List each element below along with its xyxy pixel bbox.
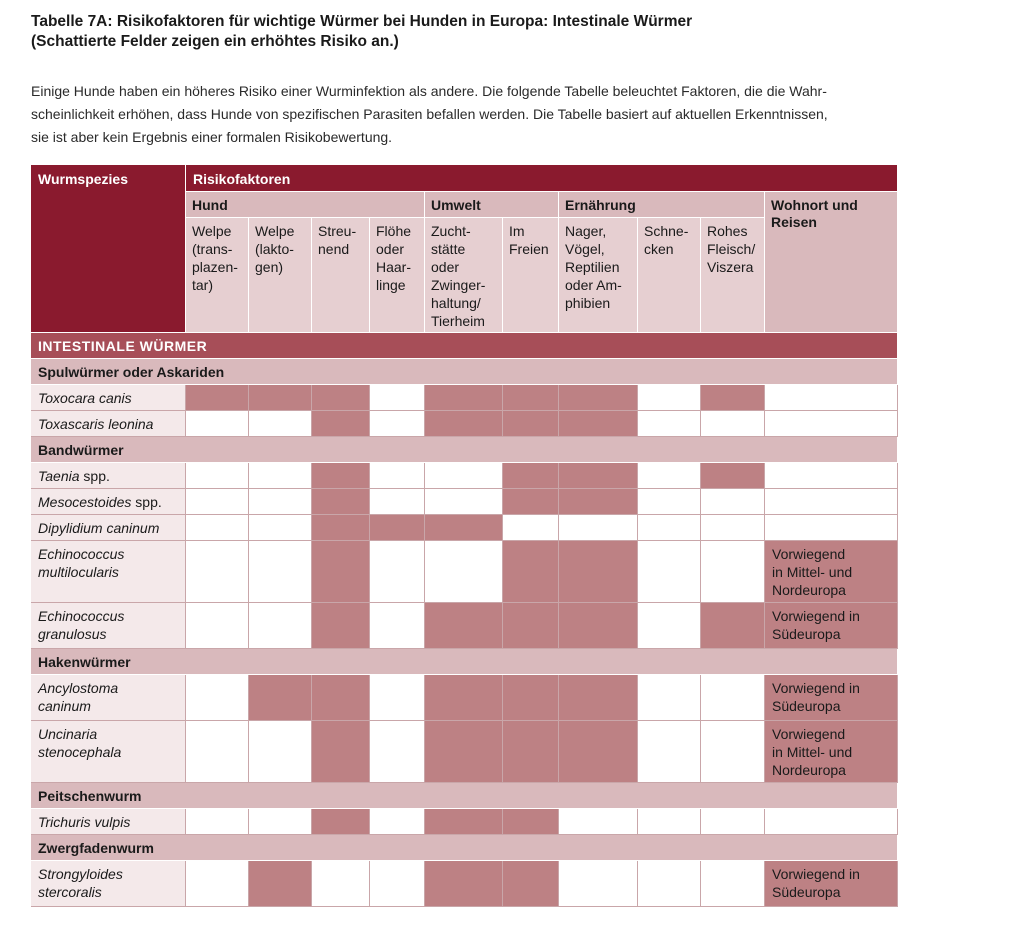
risk-cell-shaded: [701, 603, 765, 649]
species-name-line: [38, 625, 178, 643]
risk-cell-empty: [425, 463, 503, 489]
risk-cell-empty: [186, 489, 249, 515]
title-line-1: Tabelle 7A: Risikofaktoren für wichtige Würmer bei Hunden in Europa: Intestinale Würmer: [31, 13, 693, 30]
risk-cell-empty: [425, 489, 503, 515]
wohnort-line: Vorwiegend in: [772, 608, 860, 624]
risk-cell-empty: [503, 515, 559, 541]
risk-cell-empty: [559, 515, 638, 541]
risk-cell-empty: [186, 515, 249, 541]
risk-cell-shaded: [425, 385, 503, 411]
risk-cell-shaded: [503, 463, 559, 489]
header-column: [370, 218, 425, 333]
species-name: [31, 489, 186, 515]
risk-cell-shaded: [559, 541, 638, 603]
risk-cell-empty: [638, 541, 701, 603]
header-column-line: cken: [644, 241, 674, 257]
species-name-text: Toxascaris leonina: [38, 416, 154, 432]
header-column-line: Streu-: [318, 223, 357, 239]
risk-cell-shaded: [425, 515, 503, 541]
species-name: [31, 861, 186, 907]
wohnort-line: in Mittel- und: [772, 564, 853, 580]
risk-cell-empty: [559, 861, 638, 907]
risk-cell-shaded: [559, 675, 638, 721]
species-name-line: [38, 545, 178, 563]
risk-cell-empty: [186, 861, 249, 907]
risk-cell-empty: [370, 489, 425, 515]
header-column-line: Freien: [509, 241, 549, 257]
risk-cell-empty: [701, 861, 765, 907]
risk-cell-empty: [370, 861, 425, 907]
header-column-line: oder: [376, 241, 405, 257]
risk-cell-empty: [370, 675, 425, 721]
header-column: [638, 218, 701, 333]
risk-cell-empty: [249, 411, 312, 437]
header-column-line: Haar-: [376, 259, 412, 275]
header-column-line: Reptilien: [565, 259, 620, 275]
risk-cell-empty: [638, 463, 701, 489]
header-column: [312, 218, 370, 333]
header-column: [701, 218, 765, 333]
risk-cell-empty: [638, 721, 701, 783]
intro-paragraph: [31, 80, 911, 149]
header-wohnort-line: Reisen: [771, 214, 817, 230]
species-name-text: Dipylidium caninum: [38, 520, 160, 536]
species-name-line: [38, 389, 178, 407]
risk-cell-shaded: [425, 861, 503, 907]
header-column-line: gen): [255, 259, 284, 275]
header-column-line: Welpe: [192, 223, 232, 239]
table-title: [31, 12, 1011, 52]
risk-cell-empty: [701, 809, 765, 835]
header-column: [559, 218, 638, 333]
species-name-text: Echinococcus: [38, 608, 125, 624]
risk-cell-empty: [701, 489, 765, 515]
intro-line: Einige Hunde haben ein höheres Risiko einer Wurminfektion als andere. Die folgende Tabelle beleuchtet Faktoren, die die Wahr-: [31, 83, 827, 99]
risk-cell-shaded: [425, 721, 503, 783]
species-name-line: [38, 493, 178, 511]
risk-cell-empty: [186, 541, 249, 603]
risk-cell-empty: [638, 675, 701, 721]
risk-cell-shaded: [425, 603, 503, 649]
header-column-line: (trans-: [192, 241, 233, 257]
intro-line: sie ist aber kein Ergebnis einer formalen Risikobewertung.: [31, 129, 393, 145]
species-name-line: [38, 883, 178, 901]
risk-cell-shaded: [312, 721, 370, 783]
wohnort-line: Südeuropa: [772, 884, 841, 900]
risk-cell-empty: [370, 603, 425, 649]
risk-cell-shaded: [701, 385, 765, 411]
risk-cell-empty: [186, 463, 249, 489]
header-group-umwelt: Umwelt: [425, 192, 559, 218]
header-column-line: (lakto-: [255, 241, 294, 257]
species-name-text: Mesocestoides: [38, 494, 132, 510]
section-intestinale-wuermer: INTESTINALE WÜRMER: [31, 333, 898, 359]
risk-cell-shaded: [312, 675, 370, 721]
wohnort-line: Südeuropa: [772, 698, 841, 714]
wohnort-cell: [765, 541, 898, 603]
species-name-text: multilocularis: [38, 564, 119, 580]
risk-cell-shaded: [559, 385, 638, 411]
risk-cell-shaded: [249, 861, 312, 907]
risk-cell-empty: [701, 721, 765, 783]
risk-cell-shaded: [503, 489, 559, 515]
risk-factor-table: [31, 165, 898, 903]
header-column-line: Zwinger-: [431, 277, 486, 293]
species-name: [31, 721, 186, 783]
species-name-text: Toxocara canis: [38, 390, 132, 406]
risk-cell-shaded: [312, 411, 370, 437]
wohnort-cell: [765, 861, 898, 907]
risk-cell-shaded: [312, 515, 370, 541]
risk-cell-empty: [249, 515, 312, 541]
species-name-line: [38, 519, 178, 537]
species-name-line: [38, 679, 178, 697]
risk-cell-shaded: [701, 463, 765, 489]
group-header-row: Hakenwürmer: [31, 649, 898, 675]
risk-cell-shaded: [503, 541, 559, 603]
risk-cell-empty: [370, 411, 425, 437]
risk-cell-empty: [370, 463, 425, 489]
risk-cell-shaded: [425, 675, 503, 721]
species-name: [31, 541, 186, 603]
header-column-line: Flöhe: [376, 223, 412, 239]
wohnort-cell: [765, 411, 898, 437]
header-column-line: haltung/: [431, 295, 481, 311]
risk-cell-shaded: [503, 675, 559, 721]
header-column-line: Tierheim: [431, 313, 485, 329]
risk-cell-empty: [186, 603, 249, 649]
species-suffix: spp.: [79, 468, 110, 484]
header-column-line: Viszera: [707, 259, 754, 275]
species-name: [31, 809, 186, 835]
header-column-line: tar): [192, 277, 213, 293]
risk-cell-empty: [638, 809, 701, 835]
risk-cell-empty: [249, 809, 312, 835]
risk-cell-empty: [701, 675, 765, 721]
risk-cell-shaded: [503, 809, 559, 835]
risk-cell-empty: [249, 463, 312, 489]
species-name: [31, 411, 186, 437]
risk-cell-shaded: [312, 541, 370, 603]
risk-cell-empty: [638, 489, 701, 515]
risk-cell-shaded: [559, 463, 638, 489]
risk-cell-shaded: [312, 603, 370, 649]
species-name-text: Taenia: [38, 468, 80, 484]
wohnort-cell: [765, 489, 898, 515]
header-wurmspezies: Wurmspezies: [31, 165, 186, 333]
risk-cell-empty: [186, 721, 249, 783]
species-name-line: [38, 743, 178, 761]
species-name: [31, 675, 186, 721]
risk-cell-empty: [249, 721, 312, 783]
species-name-text: Strongyloides: [38, 866, 123, 882]
header-group-ernaehrung: Ernährung: [559, 192, 765, 218]
risk-cell-empty: [701, 515, 765, 541]
risk-cell-empty: [312, 861, 370, 907]
wohnort-cell: [765, 675, 898, 721]
risk-cell-empty: [370, 809, 425, 835]
header-column-line: oder: [431, 259, 460, 275]
risk-cell-empty: [638, 411, 701, 437]
risk-cell-shaded: [503, 385, 559, 411]
risk-cell-shaded: [186, 385, 249, 411]
header-column-line: linge: [376, 277, 406, 293]
species-name-text: caninum: [38, 698, 91, 714]
species-name-text: Uncinaria: [38, 726, 98, 742]
risk-cell-empty: [559, 809, 638, 835]
species-name-line: [38, 813, 178, 831]
wohnort-cell: [765, 515, 898, 541]
header-column: [186, 218, 249, 333]
species-name-line: [38, 725, 178, 743]
risk-cell-shaded: [312, 385, 370, 411]
species-suffix: spp.: [131, 494, 162, 510]
risk-cell-empty: [370, 721, 425, 783]
risk-cell-shaded: [312, 489, 370, 515]
risk-cell-shaded: [559, 721, 638, 783]
risk-cell-shaded: [559, 411, 638, 437]
risk-cell-shaded: [312, 463, 370, 489]
species-name-line: [38, 865, 178, 883]
wohnort-line: Vorwiegend: [772, 726, 846, 742]
risk-cell-shaded: [249, 385, 312, 411]
header-wohnort-line: Wohnort und: [771, 197, 858, 213]
risk-cell-empty: [186, 411, 249, 437]
risk-cell-empty: [701, 541, 765, 603]
risk-cell-empty: [249, 541, 312, 603]
group-header-row: Zwergfadenwurm: [31, 835, 898, 861]
header-column-line: nend: [318, 241, 350, 257]
species-name-line: [38, 607, 178, 625]
header-column-line: Zucht-: [431, 223, 471, 239]
species-name-text: Trichuris vulpis: [38, 814, 131, 830]
wohnort-cell: [765, 809, 898, 835]
risk-cell-shaded: [425, 411, 503, 437]
header-group-hund: Hund: [186, 192, 425, 218]
risk-cell-shaded: [503, 721, 559, 783]
header-column-line: oder Am-: [565, 277, 622, 293]
wohnort-line: Vorwiegend in: [772, 680, 860, 696]
header-column-line: Nager,: [565, 223, 607, 239]
header-column-line: stätte: [431, 241, 466, 257]
species-name-text: granulosus: [38, 626, 107, 642]
wohnort-cell: [765, 603, 898, 649]
risk-cell-empty: [638, 515, 701, 541]
header-column-line: phibien: [565, 295, 611, 311]
wohnort-cell: [765, 385, 898, 411]
risk-cell-empty: [370, 541, 425, 603]
group-header-row: Bandwürmer: [31, 437, 898, 463]
header-column: [503, 218, 559, 333]
header-column-line: Welpe: [255, 223, 295, 239]
species-name-line: [38, 563, 178, 581]
risk-cell-shaded: [312, 809, 370, 835]
header-column-line: Schne-: [644, 223, 689, 239]
species-name-text: stenocephala: [38, 744, 122, 760]
risk-cell-empty: [638, 603, 701, 649]
wohnort-line: Vorwiegend: [772, 546, 846, 562]
risk-cell-empty: [186, 809, 249, 835]
wohnort-line: Vorwiegend in: [772, 866, 860, 882]
species-name: [31, 515, 186, 541]
risk-cell-empty: [249, 489, 312, 515]
header-column: [425, 218, 503, 333]
header-risikofaktoren: Risikofaktoren: [186, 165, 898, 192]
species-name-line: [38, 415, 178, 433]
group-header-row: Spulwürmer oder Askariden: [31, 359, 898, 385]
species-name-text: Ancylostoma: [38, 680, 119, 696]
species-name-text: Echinococcus: [38, 546, 125, 562]
header-column-line: Vögel,: [565, 241, 605, 257]
risk-cell-empty: [638, 861, 701, 907]
wohnort-cell: [765, 721, 898, 783]
risk-cell-shaded: [559, 489, 638, 515]
species-name: [31, 603, 186, 649]
risk-cell-shaded: [503, 411, 559, 437]
intro-line: scheinlichkeit erhöhen, dass Hunde von spezifischen Parasiten befallen werden. Die Tabelle basiert auf aktuellen Erkenntnissen,: [31, 106, 828, 122]
risk-cell-empty: [638, 385, 701, 411]
risk-cell-empty: [186, 675, 249, 721]
wohnort-line: Nordeuropa: [772, 582, 846, 598]
species-name: [31, 385, 186, 411]
species-name: [31, 463, 186, 489]
risk-cell-shaded: [503, 603, 559, 649]
header-column: [249, 218, 312, 333]
header-column-line: Fleisch/: [707, 241, 756, 257]
wohnort-line: Nordeuropa: [772, 762, 846, 778]
risk-cell-shaded: [249, 675, 312, 721]
species-name-text: stercoralis: [38, 884, 102, 900]
species-name-line: [38, 467, 178, 485]
risk-cell-empty: [425, 541, 503, 603]
risk-cell-empty: [249, 603, 312, 649]
risk-cell-shaded: [559, 603, 638, 649]
risk-cell-empty: [370, 385, 425, 411]
risk-cell-shaded: [370, 515, 425, 541]
risk-cell-shaded: [503, 861, 559, 907]
risk-cell-empty: [701, 411, 765, 437]
header-column-line: plazen-: [192, 259, 238, 275]
group-header-row: Peitschenwurm: [31, 783, 898, 809]
header-wohnort-reisen: [765, 192, 898, 333]
species-name-line: [38, 697, 178, 715]
wohnort-line: in Mittel- und: [772, 744, 853, 760]
wohnort-line: Südeuropa: [772, 626, 841, 642]
header-column-line: Im: [509, 223, 525, 239]
wohnort-cell: [765, 463, 898, 489]
title-line-2: (Schattierte Felder zeigen ein erhöhtes Risiko an.): [31, 33, 399, 50]
risk-cell-shaded: [425, 809, 503, 835]
header-column-line: Rohes: [707, 223, 748, 239]
